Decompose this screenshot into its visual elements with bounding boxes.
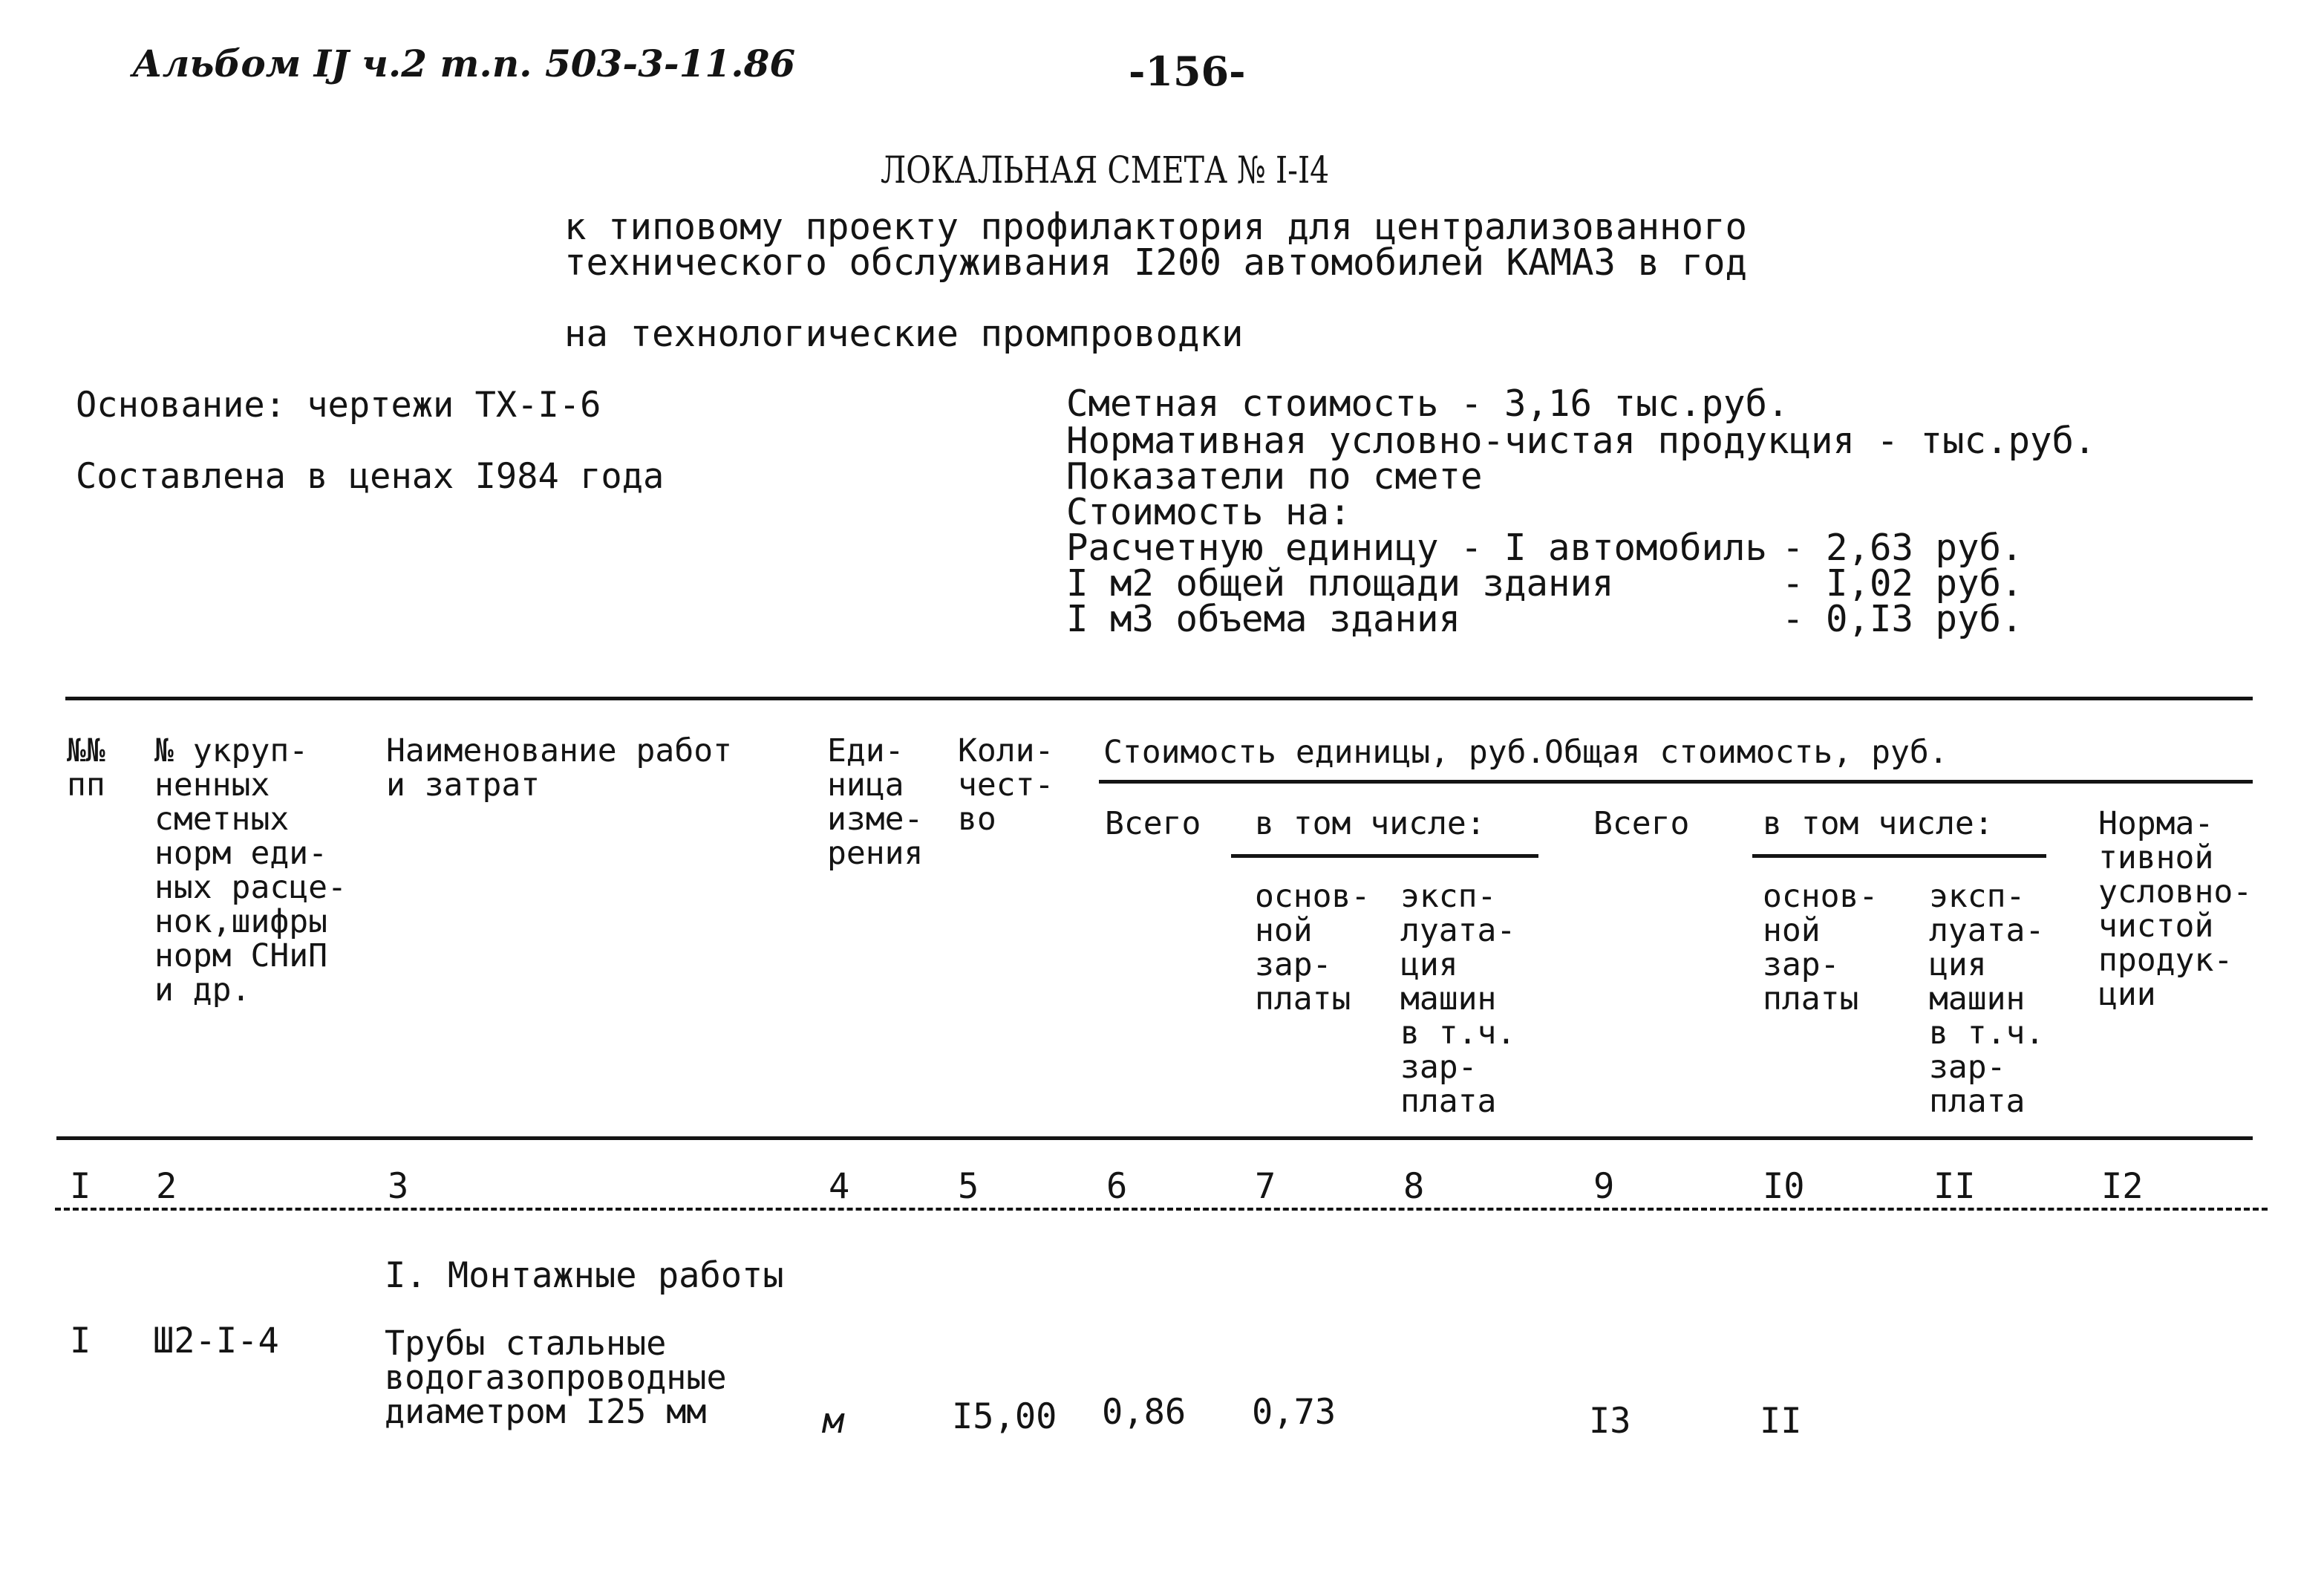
incl-a-underline (1231, 854, 1538, 858)
column-number: I2 (2101, 1166, 2144, 1207)
header-unit-wage: основ- ной зар- платы (1255, 878, 1371, 1018)
indicator-label: I м3 объема здания (1066, 598, 1461, 640)
header-unit: Еди- ница изме- рения (827, 732, 924, 872)
subtitle-line-1: к типовому проекту профилактория для централизованного (564, 206, 1748, 248)
column-number: 4 (829, 1166, 850, 1207)
column-number: I (70, 1166, 91, 1207)
header-unit-cost: Стоимость единицы, руб. (1103, 734, 1546, 771)
header-quantity: Коли- чест- во (958, 732, 1054, 838)
indicator-value: - 0,I3 руб. (1782, 598, 2023, 640)
indicator-label: I м2 общей площади здания (1066, 562, 1614, 605)
section-title: I. Монтажные работы (385, 1255, 784, 1296)
column-number: 9 (1593, 1166, 1615, 1207)
indicator-label: Расчетную единицу - I автомобиль (1066, 527, 1768, 569)
header-unit-machines: эксп- луата- ция машин в т.ч. зар- плата (1400, 878, 1516, 1120)
header-incl-a: в том числе: (1255, 805, 1486, 842)
incl-b-underline (1752, 854, 2046, 858)
row-work-name: Трубы стальные водогазопроводные диаметром I25 мм (385, 1324, 727, 1431)
header-total-wage: основ- ной зар- платы (1763, 878, 1879, 1018)
row-total-wage: II (1760, 1401, 1802, 1442)
row-quantity: I5,00 (952, 1396, 1057, 1437)
column-number: 2 (156, 1166, 177, 1207)
header-norm-code: № укруп- ненных сметных норм еди- ных расце- нок,шифры норм СНиП и др. (154, 732, 347, 1009)
column-number: 7 (1255, 1166, 1276, 1207)
page-number: -156- (1129, 48, 1246, 95)
header-work-name: Наименование работ и затрат (386, 732, 732, 804)
estimated-cost: Сметная стоимость - 3,16 тыс.руб. (1066, 382, 1789, 425)
unit-cost-underline (1099, 780, 2253, 784)
indicator-value: - I,02 руб. (1782, 562, 2023, 605)
header-normative-product: Норма- тивной условно- чистой продук- ции (2098, 805, 2253, 1013)
cost-per-label: Стоимость на: (1066, 491, 1351, 533)
column-number: 3 (388, 1166, 409, 1207)
header-incl-b: в том числе: (1763, 805, 1994, 842)
table-top-rule (65, 697, 2253, 700)
column-number: II (1933, 1166, 1976, 1207)
header-total-cost: Общая стоимость, руб. (1544, 734, 1948, 771)
header-total-machines: эксп- луата- ция машин в т.ч. зар- плата (1929, 878, 2045, 1120)
normative-product: Нормативная условно-чистая продукция - тыс.руб. (1066, 420, 2096, 462)
subtitle-line-3: на технологические промпроводки (564, 313, 1244, 355)
header-row-number: №№ пп (67, 732, 105, 804)
column-numbers-rule (55, 1208, 2268, 1211)
row-unit-wage: 0,73 (1252, 1392, 1336, 1433)
row-unit: м (823, 1401, 844, 1442)
row-norm-code: Ш2-I-4 (153, 1321, 279, 1361)
column-number: I0 (1763, 1166, 1805, 1207)
row-number: I (70, 1321, 91, 1361)
document-title: ЛОКАЛЬНАЯ СМЕТА № I-I4 (881, 149, 1330, 192)
header-grand-total: Всего (1593, 805, 1690, 842)
indicator-value: - 2,63 руб. (1782, 527, 2023, 569)
header-bottom-rule (56, 1136, 2253, 1140)
handwritten-reference: Альбом IJ ч.2 т.п. 503-3-11.86 (132, 42, 796, 85)
column-number: 6 (1106, 1166, 1128, 1207)
subtitle-line-2: технического обслуживания I200 автомобилей КАМАЗ в год (564, 241, 1748, 284)
basis-drawings: Основание: чертежи ТХ-I-6 (76, 385, 601, 426)
column-number: 5 (958, 1166, 979, 1207)
row-total: I3 (1589, 1401, 1631, 1442)
header-unit-total: Всего (1105, 805, 1201, 842)
indicators-label: Показатели по смете (1066, 455, 1483, 498)
column-number: 8 (1403, 1166, 1425, 1207)
basis-prices: Составлена в ценах I984 года (76, 456, 665, 497)
row-unit-total: 0,86 (1102, 1392, 1187, 1433)
